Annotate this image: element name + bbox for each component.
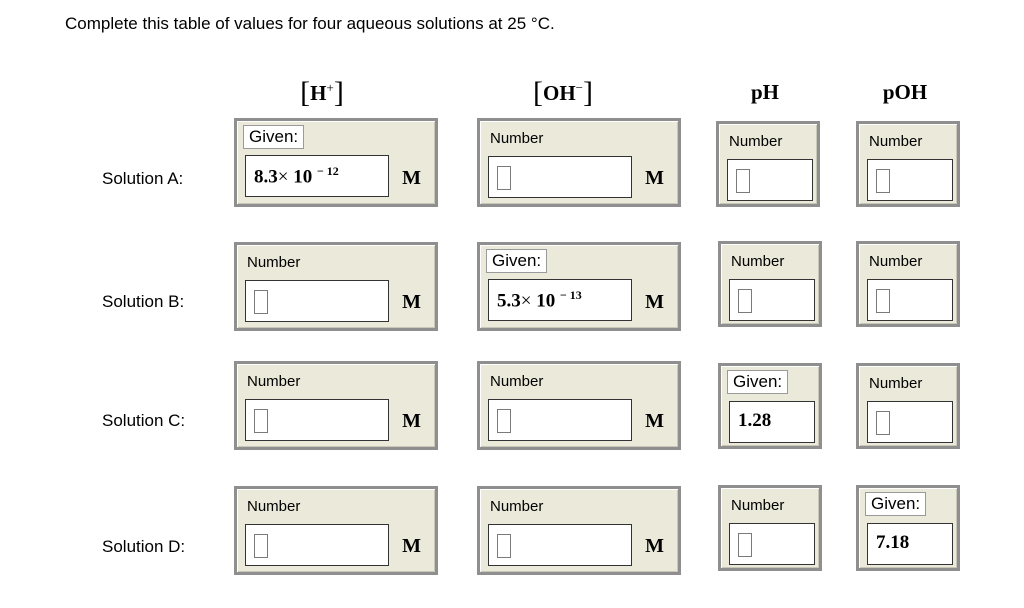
- mantissa: 8.3: [254, 166, 278, 188]
- header-oh-species: OH: [542, 81, 576, 105]
- input-cursor-icon: [876, 289, 890, 313]
- solution-c-ph-box: [718, 363, 822, 449]
- base: 10: [293, 166, 313, 188]
- header-h-charge: +: [326, 80, 334, 95]
- row-label-d: Solution D:: [102, 537, 186, 556]
- input-cursor-icon: [497, 409, 511, 433]
- solution-b-poh-box: [856, 241, 960, 327]
- solution-b-oh-value: [488, 279, 632, 321]
- solution-a-ph-input[interactable]: [727, 159, 813, 201]
- header-poh: pOH: [882, 80, 928, 104]
- solution-d-h-input[interactable]: [245, 524, 389, 566]
- unit-molar: M: [402, 535, 421, 557]
- solution-b-h-box: [234, 242, 438, 331]
- mantissa: 5.3: [497, 290, 521, 312]
- input-cursor-icon: [254, 409, 268, 433]
- header-h-concentration: [H+]: [300, 76, 344, 109]
- header-oh-concentration: [OH−]: [532, 76, 593, 109]
- exponent: − 13: [559, 288, 582, 302]
- number-label: Number: [729, 133, 783, 150]
- row-label-b: Solution B:: [102, 292, 185, 311]
- solution-b-poh-input[interactable]: [867, 279, 953, 321]
- solution-a-oh-input[interactable]: [488, 156, 632, 198]
- solution-c-oh-input[interactable]: [488, 399, 632, 441]
- number-label: Number: [247, 254, 301, 271]
- number-label: Number: [490, 373, 544, 390]
- number-label: Number: [490, 130, 544, 147]
- solution-c-oh-box: [477, 361, 681, 450]
- solution-a-poh-box: [856, 121, 960, 207]
- solution-d-poh-box: [856, 485, 960, 571]
- instructions: Complete this table of values for four aqueous solutions at 25 °C.: [65, 14, 555, 33]
- solution-a-h-text: [254, 164, 339, 188]
- solution-b-ph-box: [718, 241, 822, 327]
- header-ph: pH: [750, 80, 779, 104]
- solution-c-ph-text: 1.28: [738, 410, 772, 431]
- solution-b-oh-text: [497, 288, 582, 312]
- input-cursor-icon: [736, 169, 750, 193]
- times-sign: ×: [277, 166, 289, 188]
- row-label-c: Solution C:: [102, 411, 186, 430]
- number-label: Number: [247, 373, 301, 390]
- number-label: Number: [869, 253, 923, 270]
- number-label: Number: [247, 498, 301, 515]
- solution-d-ph-box: [718, 485, 822, 571]
- unit-molar: M: [645, 167, 664, 189]
- solution-b-ph-input[interactable]: [729, 279, 815, 321]
- solution-d-ph-input[interactable]: [729, 523, 815, 565]
- given-label: Given:: [243, 125, 304, 149]
- base: 10: [536, 290, 556, 312]
- unit-molar: M: [645, 535, 664, 557]
- unit-molar: M: [645, 410, 664, 432]
- given-label: Given:: [486, 249, 547, 273]
- input-cursor-icon: [738, 533, 752, 557]
- solution-d-poh-value: [867, 523, 953, 565]
- unit-molar: M: [645, 291, 664, 313]
- solution-a-h-value: [245, 155, 389, 197]
- input-cursor-icon: [497, 166, 511, 190]
- row-label-a: Solution A:: [102, 169, 184, 188]
- unit-molar: M: [402, 291, 421, 313]
- solution-a-h-box: [234, 118, 438, 207]
- input-cursor-icon: [738, 289, 752, 313]
- solution-a-ph-box: [716, 121, 820, 207]
- solution-c-ph-value: [729, 401, 815, 443]
- number-label: Number: [869, 375, 923, 392]
- number-label: Number: [490, 498, 544, 515]
- solution-c-h-box: [234, 361, 438, 450]
- solution-d-poh-text: 7.18: [876, 532, 910, 553]
- solution-d-oh-box: [477, 486, 681, 575]
- exponent: − 12: [316, 164, 339, 178]
- unit-molar: M: [402, 410, 421, 432]
- solution-d-h-box: [234, 486, 438, 575]
- input-cursor-icon: [876, 169, 890, 193]
- times-sign: ×: [520, 290, 532, 312]
- header-h-species: H: [310, 81, 327, 105]
- input-cursor-icon: [497, 534, 511, 558]
- solution-d-oh-input[interactable]: [488, 524, 632, 566]
- unit-molar: M: [402, 167, 421, 189]
- number-label: Number: [731, 497, 785, 514]
- solution-a-oh-box: [477, 118, 681, 207]
- input-cursor-icon: [876, 411, 890, 435]
- input-cursor-icon: [254, 534, 268, 558]
- given-label: Given:: [865, 492, 926, 516]
- solution-c-poh-box: [856, 363, 960, 449]
- header-oh-charge: −: [575, 80, 583, 95]
- input-cursor-icon: [254, 290, 268, 314]
- solution-a-poh-input[interactable]: [867, 159, 953, 201]
- number-label: Number: [731, 253, 785, 270]
- given-label: Given:: [727, 370, 788, 394]
- solution-c-h-input[interactable]: [245, 399, 389, 441]
- number-label: Number: [869, 133, 923, 150]
- solution-b-h-input[interactable]: [245, 280, 389, 322]
- solution-c-poh-input[interactable]: [867, 401, 953, 443]
- solution-b-oh-box: [477, 242, 681, 331]
